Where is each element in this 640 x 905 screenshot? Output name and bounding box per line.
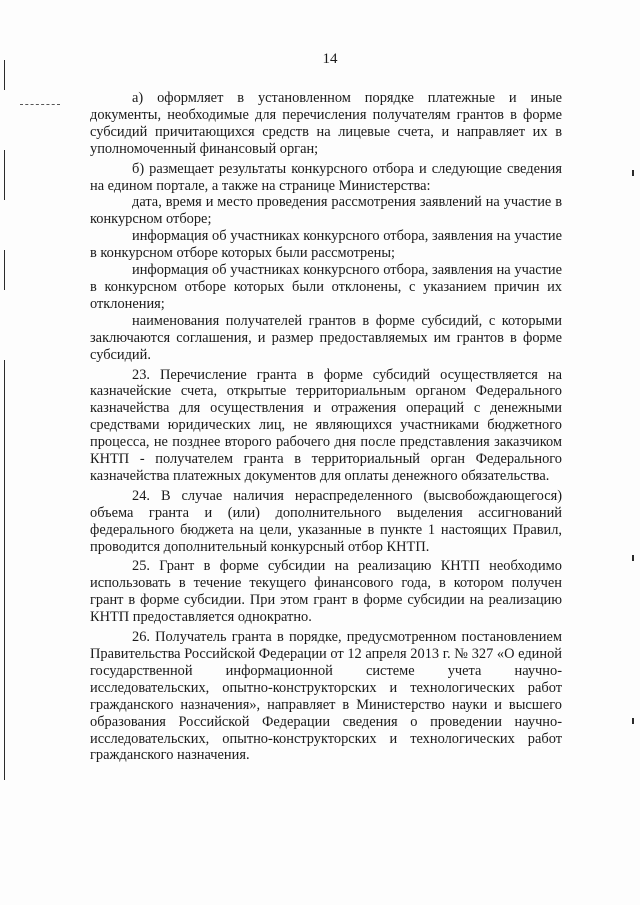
paragraph-b-item-3: информация об участниках конкурсного отбора, заявления на участие в конкурсном отборе которых были отклонены, с указанием причин их отклонения; bbox=[90, 262, 562, 312]
right-margin-mark bbox=[632, 170, 634, 176]
paragraph-24: 24. В случае наличия нераспределенного (высвобождающегося) объема гранта и (или) дополнительного выделения ассигнований федерального бюджета на цели, указанные в пункте 1 настоящих Правил, проводится дополнительный конкурсный отбор КНТП. bbox=[90, 487, 562, 555]
margin-dash-mark bbox=[20, 104, 60, 106]
paragraph-23: 23. Перечисление гранта в форме субсидий осуществляется на казначейские счета, открытые территориальным органом Федерального казначейства для осуществления и отражения операций с денежными средствами юридических лиц, не являющихся участниками бюджетного процесса, не позднее второго рабочего дня после представления заказчиком КНТП - получателем гранта в территориальный орган Федерального казначейства платежных документов для оплаты денежного обязательства. bbox=[90, 366, 562, 484]
paragraph-25: 25. Грант в форме субсидии на реализацию КНТП необходимо использовать в течение текущего финансового года, в котором получен грант в форме субсидии. При этом грант в форме субсидии на реализацию КНТП предоставляется однократно. bbox=[90, 558, 562, 626]
paragraph-b-item-1: дата, время и место проведения рассмотрения заявлений на участие в конкурсном отборе; bbox=[90, 194, 562, 228]
page-number: 14 bbox=[322, 51, 338, 67]
left-margin-rule bbox=[4, 250, 5, 290]
paragraph-a: а) оформляет в установленном порядке платежные и иные документы, необходимые для перечисления получателям грантов в форме субсидий причитающихся средств на лицевые счета, и направляет их в уполномоченный финансовый орган; bbox=[90, 90, 562, 157]
paragraph-b-item-2: информация об участниках конкурсного отбора, заявления на участие в конкурсном отборе которых были рассмотрены; bbox=[90, 228, 562, 262]
right-margin-mark bbox=[632, 555, 634, 561]
document-body bbox=[90, 90, 562, 764]
paragraph-b: б) размещает результаты конкурсного отбора и следующие сведения на едином портале, а также на странице Министерства: bbox=[90, 160, 562, 194]
left-margin-rule bbox=[4, 60, 5, 90]
left-margin-rule bbox=[4, 150, 5, 200]
paragraph-b-item-4: наименования получателей грантов в форме субсидий, с которыми заключаются соглашения, и размер предоставляемых им грантов в форме субсидий. bbox=[90, 312, 562, 363]
left-margin-rule bbox=[4, 360, 5, 780]
paragraph-26: 26. Получатель гранта в порядке, предусмотренном постановлением Правительства Российской Федерации от 12 апреля 2013 г. № 327 «О единой государственной информационной системе учета научно-исследовательских, опытно-конструкторских и технологических работ гражданского назначения», направляет в Министерство науки и высшего образования Российской Федерации сведения о проведении научно-исследовательских, опытно-конструкторских и технологических работ гражданского назначения. bbox=[90, 629, 562, 764]
right-margin-mark bbox=[632, 718, 634, 724]
